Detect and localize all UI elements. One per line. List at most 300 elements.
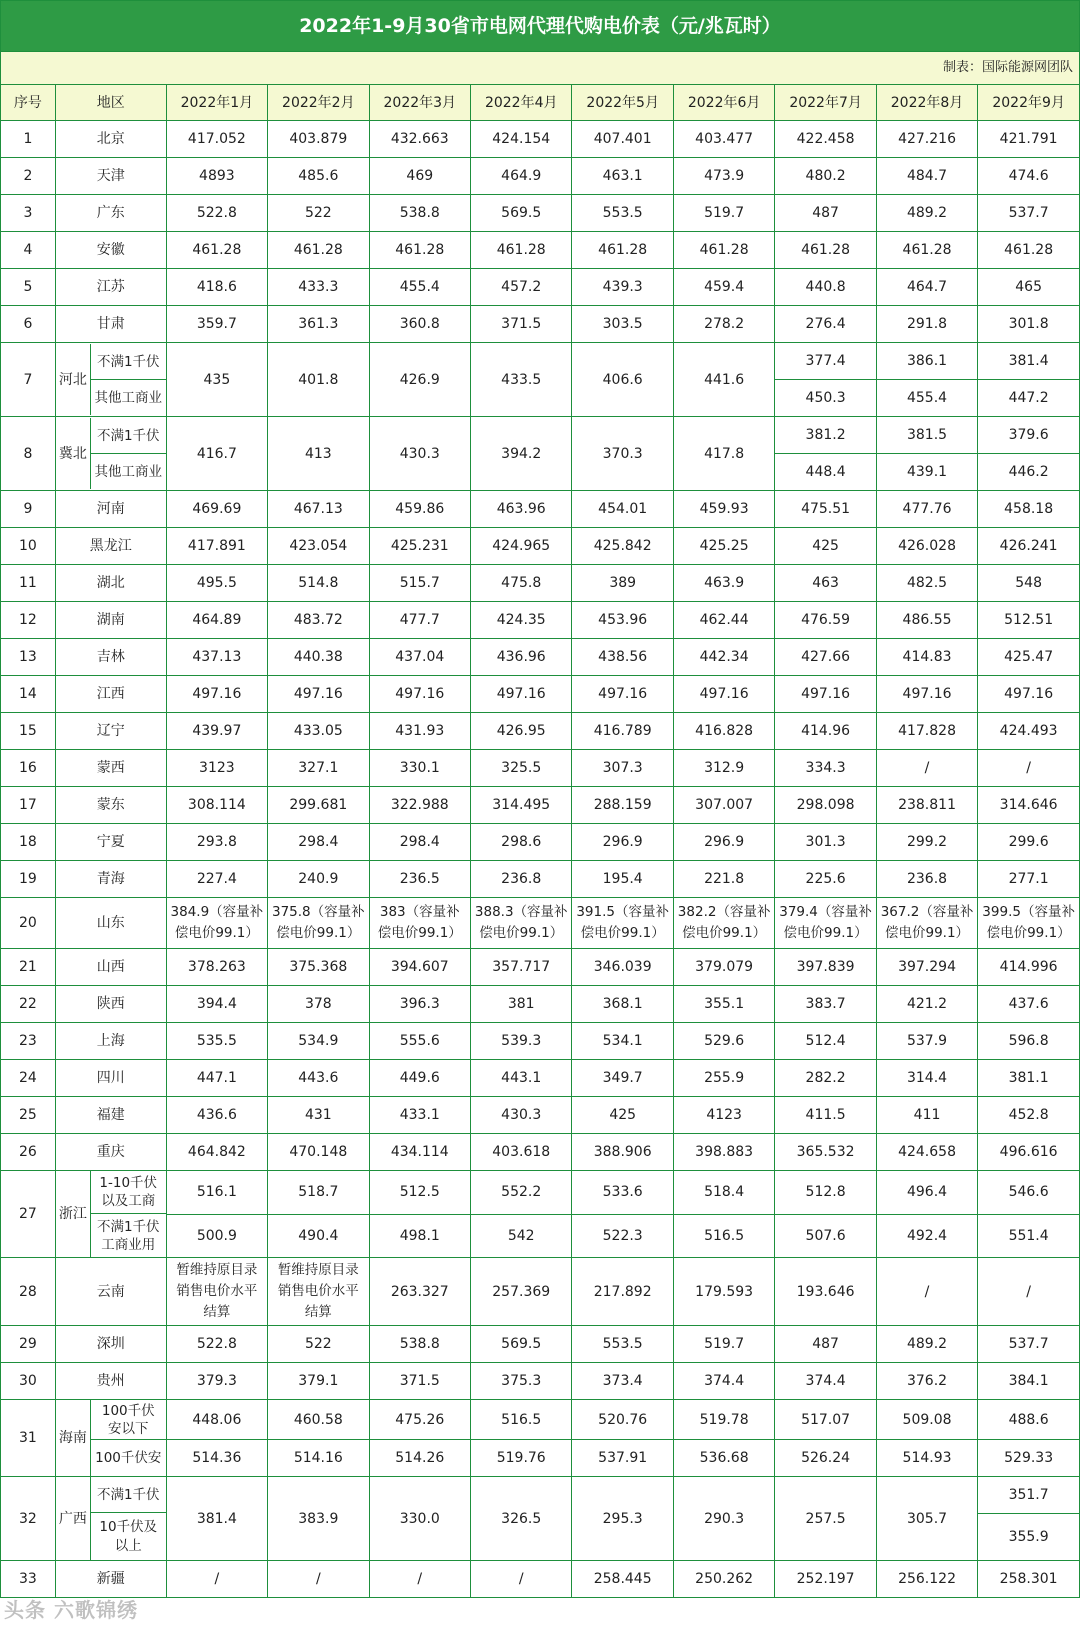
sub-category: 其他工商业 (94, 463, 162, 480)
price-cell: 179.593 (673, 1258, 774, 1326)
price-cell: 476.59 (775, 602, 876, 639)
sub-category (91, 1513, 166, 1560)
price-cell: 489.2 (876, 1326, 977, 1363)
price-cell: 463.96 (471, 491, 572, 528)
price-cell: 475.8 (471, 565, 572, 602)
price-cell: 449.6 (369, 1060, 470, 1097)
price-cell: 514.8 (268, 565, 369, 602)
price-cell: 450.3 (775, 380, 876, 417)
region-cell: 陕西 (55, 986, 166, 1023)
price-cell: 381.2 (775, 417, 876, 454)
price-cell: 518.4 (673, 1171, 774, 1215)
row-number: 24 (1, 1060, 56, 1097)
price-cell: 394.607 (369, 949, 470, 986)
price-cell: 425 (775, 528, 876, 565)
region-cell: 新疆 (55, 1561, 166, 1598)
sub-line: 以上 (114, 1537, 142, 1554)
table-row (1, 750, 1080, 787)
table-row (1, 1097, 1080, 1134)
price-cell: 497.16 (876, 676, 977, 713)
price-cell (978, 898, 1080, 949)
cell-line: 暂维持原目录 (277, 1262, 359, 1278)
sub-line: 工商业用 (101, 1236, 156, 1253)
cell-line: 偿电价99.1） (580, 925, 665, 941)
price-cell: 277.1 (978, 861, 1080, 898)
price-cell: 497.16 (775, 676, 876, 713)
price-cell: 461.28 (369, 232, 470, 269)
price-cell: 454.01 (572, 491, 673, 528)
cell-line: 偿电价99.1） (783, 925, 868, 941)
sub-category: 其他工商业 (94, 389, 162, 406)
price-cell: 426.9 (369, 343, 470, 417)
price-cell: 431.93 (369, 713, 470, 750)
price-cell: 346.039 (572, 949, 673, 986)
price-cell: 443.6 (268, 1060, 369, 1097)
price-cell: 497.16 (673, 676, 774, 713)
price-cell: 355.9 (978, 1514, 1080, 1561)
price-cell: 516.1 (166, 1171, 267, 1215)
price-cell: 296.9 (572, 824, 673, 861)
price-cell: 299.681 (268, 787, 369, 824)
region-cell: 重庆 (55, 1134, 166, 1171)
price-cell (572, 898, 673, 949)
cell-line: 偿电价99.1） (986, 925, 1071, 941)
price-cell: / (876, 750, 977, 787)
row-number: 26 (1, 1134, 56, 1171)
price-cell (471, 898, 572, 949)
price-cell: 442.34 (673, 639, 774, 676)
price-cell: 298.4 (369, 824, 470, 861)
price-cell: 349.7 (572, 1060, 673, 1097)
price-cell: 475.26 (369, 1400, 470, 1440)
table-row (1, 269, 1080, 306)
price-cell: 536.68 (673, 1440, 774, 1477)
price-cell: 487 (775, 1326, 876, 1363)
price-cell: 537.91 (572, 1440, 673, 1477)
price-cell: 388.906 (572, 1134, 673, 1171)
header-cell: 2022年2月 (268, 85, 369, 121)
row-number: 3 (1, 195, 56, 232)
price-cell: 553.5 (572, 195, 673, 232)
price-cell: 489.2 (876, 195, 977, 232)
region-cell (55, 1400, 166, 1477)
price-cell: 488.6 (978, 1400, 1080, 1440)
price-cell: 296.9 (673, 824, 774, 861)
price-cell: 548 (978, 565, 1080, 602)
price-cell: 522 (268, 1326, 369, 1363)
price-cell: 484.7 (876, 158, 977, 195)
price-cell: 361.3 (268, 306, 369, 343)
price-cell: 522.8 (166, 195, 267, 232)
price-cell: 514.16 (268, 1440, 369, 1477)
row-number: 23 (1, 1023, 56, 1060)
price-cell: 394.4 (166, 986, 267, 1023)
watermark: 头条 六歌锦绣 (4, 1598, 138, 1622)
price-cell: 461.28 (775, 232, 876, 269)
price-cell: 407.401 (572, 121, 673, 158)
price-cell: 365.532 (775, 1134, 876, 1171)
price-cell: 375.3 (471, 1363, 572, 1400)
row-number: 11 (1, 565, 56, 602)
price-cell: 301.3 (775, 824, 876, 861)
price-cell: 517.07 (775, 1400, 876, 1440)
region-cell: 江西 (55, 676, 166, 713)
cell-line: 偿电价99.1） (479, 925, 564, 941)
price-cell: 258.445 (572, 1561, 673, 1598)
price-cell: 330.0 (369, 1477, 470, 1561)
price-cell: 443.1 (471, 1060, 572, 1097)
table-row (1, 713, 1080, 750)
price-cell: 330.1 (369, 750, 470, 787)
price-cell: 516.5 (673, 1214, 774, 1258)
price-cell: 436.96 (471, 639, 572, 676)
price-cell: 453.96 (572, 602, 673, 639)
price-cell: 425.47 (978, 639, 1080, 676)
sub-category: 不满1千伏 (91, 344, 166, 380)
price-cell: 379.1 (268, 1363, 369, 1400)
price-cell: 413 (268, 417, 369, 491)
price-cell: 351.7 (978, 1477, 1080, 1514)
table-row (1, 1561, 1080, 1598)
table-row (1, 1363, 1080, 1400)
table-row (1, 565, 1080, 602)
price-cell: 495.5 (166, 565, 267, 602)
price-cell: 4123 (673, 1097, 774, 1134)
price-cell: 490.4 (268, 1214, 369, 1258)
region-cell: 江苏 (55, 269, 166, 306)
price-cell: 467.13 (268, 491, 369, 528)
table-row (1, 121, 1080, 158)
price-cell: 440.8 (775, 269, 876, 306)
price-cell: 359.7 (166, 306, 267, 343)
price-cell: 474.6 (978, 158, 1080, 195)
table-row (1, 491, 1080, 528)
price-cell (876, 898, 977, 949)
price-cell: 398.883 (673, 1134, 774, 1171)
price-cell: 522.3 (572, 1214, 673, 1258)
price-cell: 236.8 (471, 861, 572, 898)
price-cell: 4893 (166, 158, 267, 195)
price-cell: 432.663 (369, 121, 470, 158)
price-cell: 437.04 (369, 639, 470, 676)
price-cell: 298.098 (775, 787, 876, 824)
table-title: 2022年1-9月30省市电网代理代购电价表（元/兆瓦时） (1, 1, 1080, 52)
price-cell: 386.1 (876, 343, 977, 380)
region-cell: 云南 (55, 1258, 166, 1326)
price-cell: 437.13 (166, 639, 267, 676)
sub-line: 1-10千伏 (99, 1175, 158, 1191)
price-cell: 377.4 (775, 343, 876, 380)
header-cell: 2022年6月 (673, 85, 774, 121)
price-cell: 421.2 (876, 986, 977, 1023)
table-row (1, 158, 1080, 195)
price-cell: 464.842 (166, 1134, 267, 1171)
price-cell: 519.7 (673, 195, 774, 232)
cell-line: 383（容量补 (379, 904, 460, 920)
sub-line: 不满1千伏 (96, 1218, 160, 1235)
price-cell: 438.56 (572, 639, 673, 676)
price-cell: 250.262 (673, 1561, 774, 1598)
price-cell: 291.8 (876, 306, 977, 343)
price-cell: 276.4 (775, 306, 876, 343)
price-cell: 301.8 (978, 306, 1080, 343)
price-cell: 542 (471, 1214, 572, 1258)
price-cell: 569.5 (471, 195, 572, 232)
price-cell: 515.7 (369, 565, 470, 602)
price-cell: 257.5 (775, 1477, 876, 1561)
price-cell: 257.369 (471, 1258, 572, 1326)
row-number: 31 (1, 1400, 56, 1477)
price-cell: 461.28 (268, 232, 369, 269)
price-cell: 464.89 (166, 602, 267, 639)
price-cell: / (978, 1258, 1080, 1326)
price-cell: 381.4 (978, 343, 1080, 380)
price-cell: 368.1 (572, 986, 673, 1023)
region-cell: 湖北 (55, 565, 166, 602)
row-number: 1 (1, 121, 56, 158)
price-cell: / (876, 1258, 977, 1326)
price-cell: 459.93 (673, 491, 774, 528)
price-cell (775, 898, 876, 949)
price-cell: 255.9 (673, 1060, 774, 1097)
row-number: 2 (1, 158, 56, 195)
price-cell: 519.7 (673, 1326, 774, 1363)
price-cell: 461.28 (471, 232, 572, 269)
price-cell: 460.58 (268, 1400, 369, 1440)
price-cell: 299.2 (876, 824, 977, 861)
cell-line: 375.8（容量补 (271, 904, 365, 920)
price-cell: 425.25 (673, 528, 774, 565)
cell-line: 偿电价99.1） (885, 925, 970, 941)
row-number: 15 (1, 713, 56, 750)
region-name: 海南 (56, 1400, 91, 1476)
price-cell: 295.3 (572, 1477, 673, 1561)
price-cell: 427.216 (876, 121, 977, 158)
region-cell: 湖南 (55, 602, 166, 639)
price-cell: 477.76 (876, 491, 977, 528)
price-cell: 403.477 (673, 121, 774, 158)
price-cell: 258.301 (978, 1561, 1080, 1598)
price-cell: 526.24 (775, 1440, 876, 1477)
table-row (1, 824, 1080, 861)
price-cell: 423.054 (268, 528, 369, 565)
region-name: 广西 (56, 1477, 91, 1560)
price-cell: 417.052 (166, 121, 267, 158)
price-cell: 447.1 (166, 1060, 267, 1097)
region-cell: 山西 (55, 949, 166, 986)
table-row (1, 602, 1080, 639)
row-number: 32 (1, 1477, 56, 1561)
price-cell: 396.3 (369, 986, 470, 1023)
price-cell: 436.6 (166, 1097, 267, 1134)
region-cell: 辽宁 (55, 713, 166, 750)
price-cell: 439.1 (876, 454, 977, 491)
table-row (1, 1400, 1080, 1440)
sub-category: 不满1千伏 (91, 1477, 166, 1513)
price-cell: 537.7 (978, 1326, 1080, 1363)
table-row (1, 528, 1080, 565)
table-row (1, 639, 1080, 676)
price-cell (673, 898, 774, 949)
price-cell: / (166, 1561, 267, 1598)
price-cell: 522.8 (166, 1326, 267, 1363)
price-cell: 327.1 (268, 750, 369, 787)
price-cell: 379.6 (978, 417, 1080, 454)
price-cell: 240.9 (268, 861, 369, 898)
cell-line: 暂维持原目录 (176, 1262, 258, 1278)
row-number: 22 (1, 986, 56, 1023)
price-cell: 461.28 (166, 232, 267, 269)
price-cell: 534.9 (268, 1023, 369, 1060)
table-row (1, 1023, 1080, 1060)
price-cell: 325.5 (471, 750, 572, 787)
region-cell: 四川 (55, 1060, 166, 1097)
price-cell: 455.4 (369, 269, 470, 306)
price-cell: 463.1 (572, 158, 673, 195)
price-cell: 538.8 (369, 1326, 470, 1363)
row-number: 21 (1, 949, 56, 986)
price-cell: 371.5 (471, 306, 572, 343)
table-row (1, 676, 1080, 713)
price-cell: 514.36 (166, 1440, 267, 1477)
price-cell: 434.114 (369, 1134, 470, 1171)
price-cell: 538.8 (369, 195, 470, 232)
price-cell: / (369, 1561, 470, 1598)
sub-line: 以及工商 (101, 1193, 156, 1209)
price-cell: 307.007 (673, 787, 774, 824)
row-number: 16 (1, 750, 56, 787)
price-cell: 221.8 (673, 861, 774, 898)
price-cell: 487 (775, 195, 876, 232)
sub-category: 不满1千伏 (91, 418, 166, 454)
cell-line: 379.4（容量补 (779, 904, 872, 920)
price-cell: 406.6 (572, 343, 673, 417)
sub-line: 100千伏 (101, 1402, 155, 1419)
region-cell: 天津 (55, 158, 166, 195)
price-cell: 326.5 (471, 1477, 572, 1561)
price-cell: 492.4 (876, 1214, 977, 1258)
price-cell: 496.616 (978, 1134, 1080, 1171)
row-number: 27 (1, 1171, 56, 1258)
table-row (1, 417, 1080, 454)
price-cell: 519.76 (471, 1440, 572, 1477)
price-cell: 426.028 (876, 528, 977, 565)
price-cell: 303.5 (572, 306, 673, 343)
header-cell: 2022年4月 (471, 85, 572, 121)
cell-line: 偿电价99.1） (174, 925, 259, 941)
price-cell: 403.879 (268, 121, 369, 158)
price-cell: 308.114 (166, 787, 267, 824)
price-cell: 236.8 (876, 861, 977, 898)
price-cell: 447.2 (978, 380, 1080, 417)
region-cell: 河南 (55, 491, 166, 528)
price-cell: 376.2 (876, 1363, 977, 1400)
price-cell: / (471, 1561, 572, 1598)
cell-line: 结算 (203, 1304, 231, 1320)
price-cell: 307.3 (572, 750, 673, 787)
price-cell: 227.4 (166, 861, 267, 898)
price-cell: 459.4 (673, 269, 774, 306)
price-cell: 414.96 (775, 713, 876, 750)
price-cell: 497.16 (572, 676, 673, 713)
region-cell: 福建 (55, 1097, 166, 1134)
price-cell: 397.294 (876, 949, 977, 986)
region-cell: 北京 (55, 121, 166, 158)
region-cell: 蒙东 (55, 787, 166, 824)
price-cell: 290.3 (673, 1477, 774, 1561)
table-row (1, 861, 1080, 898)
price-cell: 596.8 (978, 1023, 1080, 1060)
price-cell: 497.16 (471, 676, 572, 713)
price-cell (268, 898, 369, 949)
table-row (1, 949, 1080, 986)
cell-line: 367.2（容量补 (880, 904, 974, 920)
price-cell: 569.5 (471, 1326, 572, 1363)
price-cell: 507.6 (775, 1214, 876, 1258)
price-cell: 403.618 (471, 1134, 572, 1171)
price-cell: 461.28 (572, 232, 673, 269)
region-cell (55, 343, 166, 417)
price-cell: 421.791 (978, 121, 1080, 158)
price-cell: 514.93 (876, 1440, 977, 1477)
price-cell: 381.4 (166, 1477, 267, 1561)
price-cell: / (978, 750, 1080, 787)
price-cell: 379.3 (166, 1363, 267, 1400)
cell-line: 391.5（容量补 (576, 904, 669, 920)
price-cell (166, 1258, 267, 1326)
price-cell: 480.2 (775, 158, 876, 195)
region-cell: 甘肃 (55, 306, 166, 343)
price-cell: 383.7 (775, 986, 876, 1023)
sub-category (91, 1214, 166, 1257)
row-number: 9 (1, 491, 56, 528)
cell-line: 结算 (304, 1304, 332, 1320)
price-cell: 553.5 (572, 1326, 673, 1363)
price-cell: 193.646 (775, 1258, 876, 1326)
region-cell (55, 1477, 166, 1561)
row-number: 33 (1, 1561, 56, 1598)
header-cell: 地区 (55, 85, 166, 121)
row-number: 14 (1, 676, 56, 713)
price-cell: 282.2 (775, 1060, 876, 1097)
price-cell: 516.5 (471, 1400, 572, 1440)
price-cell: 535.5 (166, 1023, 267, 1060)
price-cell: 278.2 (673, 306, 774, 343)
price-cell: 195.4 (572, 861, 673, 898)
price-cell: 355.1 (673, 986, 774, 1023)
price-cell: 424.658 (876, 1134, 977, 1171)
region-cell: 贵州 (55, 1363, 166, 1400)
region-name: 冀北 (56, 418, 91, 489)
price-cell: 426.241 (978, 528, 1080, 565)
sub-line: 10千伏及 (99, 1518, 158, 1535)
price-cell: 394.2 (471, 417, 572, 491)
price-cell: 551.4 (978, 1214, 1080, 1258)
price-cell: 314.495 (471, 787, 572, 824)
row-number: 30 (1, 1363, 56, 1400)
price-cell: 433.05 (268, 713, 369, 750)
price-cell: 384.1 (978, 1363, 1080, 1400)
header-cell: 2022年9月 (978, 85, 1080, 121)
table-row (1, 195, 1080, 232)
price-cell: 459.86 (369, 491, 470, 528)
row-number: 25 (1, 1097, 56, 1134)
price-cell: 360.8 (369, 306, 470, 343)
price-cell: 381.1 (978, 1060, 1080, 1097)
price-cell: 411.5 (775, 1097, 876, 1134)
price-cell: 512.5 (369, 1171, 470, 1215)
price-cell: 469.69 (166, 491, 267, 528)
